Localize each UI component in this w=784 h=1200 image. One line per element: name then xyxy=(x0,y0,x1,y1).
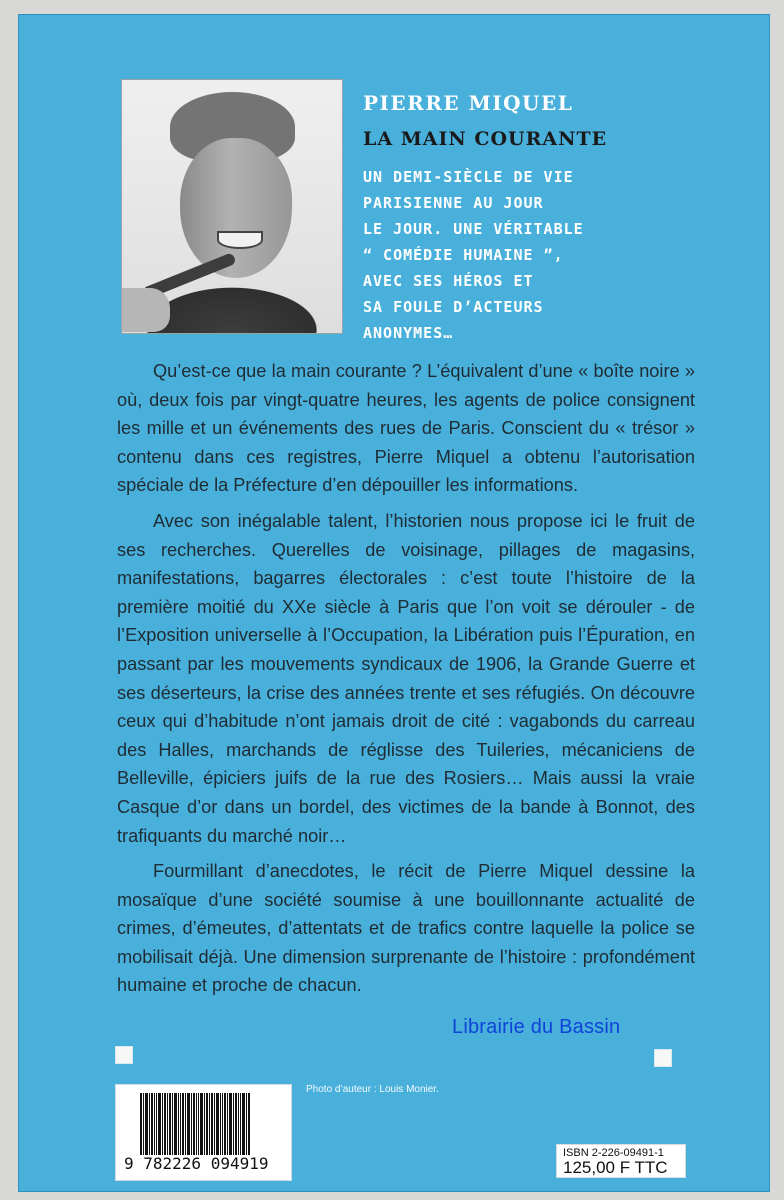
photo-hand xyxy=(122,288,170,332)
description-paragraph-3: Fourmillant d’anecdotes, le récit de Pierre Miquel dessine la mosaïque d’une société soumise à une bouillonnante actualité de crimes, d’émeutes, d’attentats et de trafics contre laquelle la police se mobilisait déjà. Une dimension surprenante de l’histoire : profondément humaine et proche de chacun. xyxy=(117,861,695,996)
tagline-block xyxy=(363,164,713,346)
description-paragraph-1: Qu’est-ce que la main courante ? L’équivalent d’une « boîte noire » où, deux fois par vingt-quatre heures, les agents de police consignent les mille et un événements des rues de Paris. Conscient du « trésor » contenu dans ces registres, Pierre Miquel a obtenu l’autorisation spéciale de la Préfecture d’en dépouiller les informations. xyxy=(117,361,695,496)
barcode-panel xyxy=(115,1084,292,1181)
tagline-line: AVEC SES HÉROS ET xyxy=(363,272,534,290)
barcode-icon xyxy=(140,1093,274,1155)
photo-face xyxy=(180,138,292,278)
tagline-line: SA FOULE D’ACTEURS xyxy=(363,298,544,316)
tagline-line: “ COMÉDIE HUMAINE ”, xyxy=(363,246,564,264)
right-square-marker xyxy=(654,1049,672,1067)
tagline-line: PARISIENNE AU JOUR xyxy=(363,194,544,212)
book-back-cover xyxy=(18,14,770,1192)
tagline-line: LE JOUR. UNE VÉRITABLE xyxy=(363,220,584,238)
description-paragraph-2: Avec son inégalable talent, l’historien nous propose ici le fruit de ses recherches. Querelles de voisinage, pillages de magasins, manifestations, bagarres électorales : c’est toute l’histoire de la première moitié du XXe siècle à Paris que l’on voit se dérouler - de l’Exposition universelle à l’Occupation, la Libération puis l’Épuration, en passant par les mouvements syndicaux de 1906, la Grande Guerre et ses déserteurs, la crise des années trente et ses réfugiés. On découvre ceux qui d’habitude n’ont jamais droit de cité : vagabonds du carreau des Halles, marchands de réglisse des Tuileries, mécaniciens de Belleville, épiciers juifs de la rue des Rosiers… Mais aussi la vraie Casque d’or dans un bordel, des victimes de la bande à Bonnot, des trafiquants du marché noir… xyxy=(117,510,695,846)
photo-smile xyxy=(217,231,263,249)
tagline-line: ANONYMES… xyxy=(363,324,454,342)
isbn-price-box xyxy=(556,1144,686,1178)
author-photo xyxy=(121,79,343,334)
left-square-marker xyxy=(115,1046,133,1064)
author-name: PIERRE MIQUEL xyxy=(363,91,574,115)
tagline-line: UN DEMI-SIÈCLE DE VIE xyxy=(363,168,574,186)
price-label: 125,00 F TTC xyxy=(563,1158,668,1177)
barcode-number: 9 782226 094919 xyxy=(124,1154,269,1173)
isbn-label: ISBN 2-226-09491-1 xyxy=(563,1147,664,1159)
book-title: LA MAIN COURANTE xyxy=(363,128,608,150)
description-text xyxy=(117,357,695,1007)
photo-credit: Photo d’auteur : Louis Monier. xyxy=(306,1084,439,1095)
bookseller-watermark: Librairie du Bassin xyxy=(452,1016,621,1038)
